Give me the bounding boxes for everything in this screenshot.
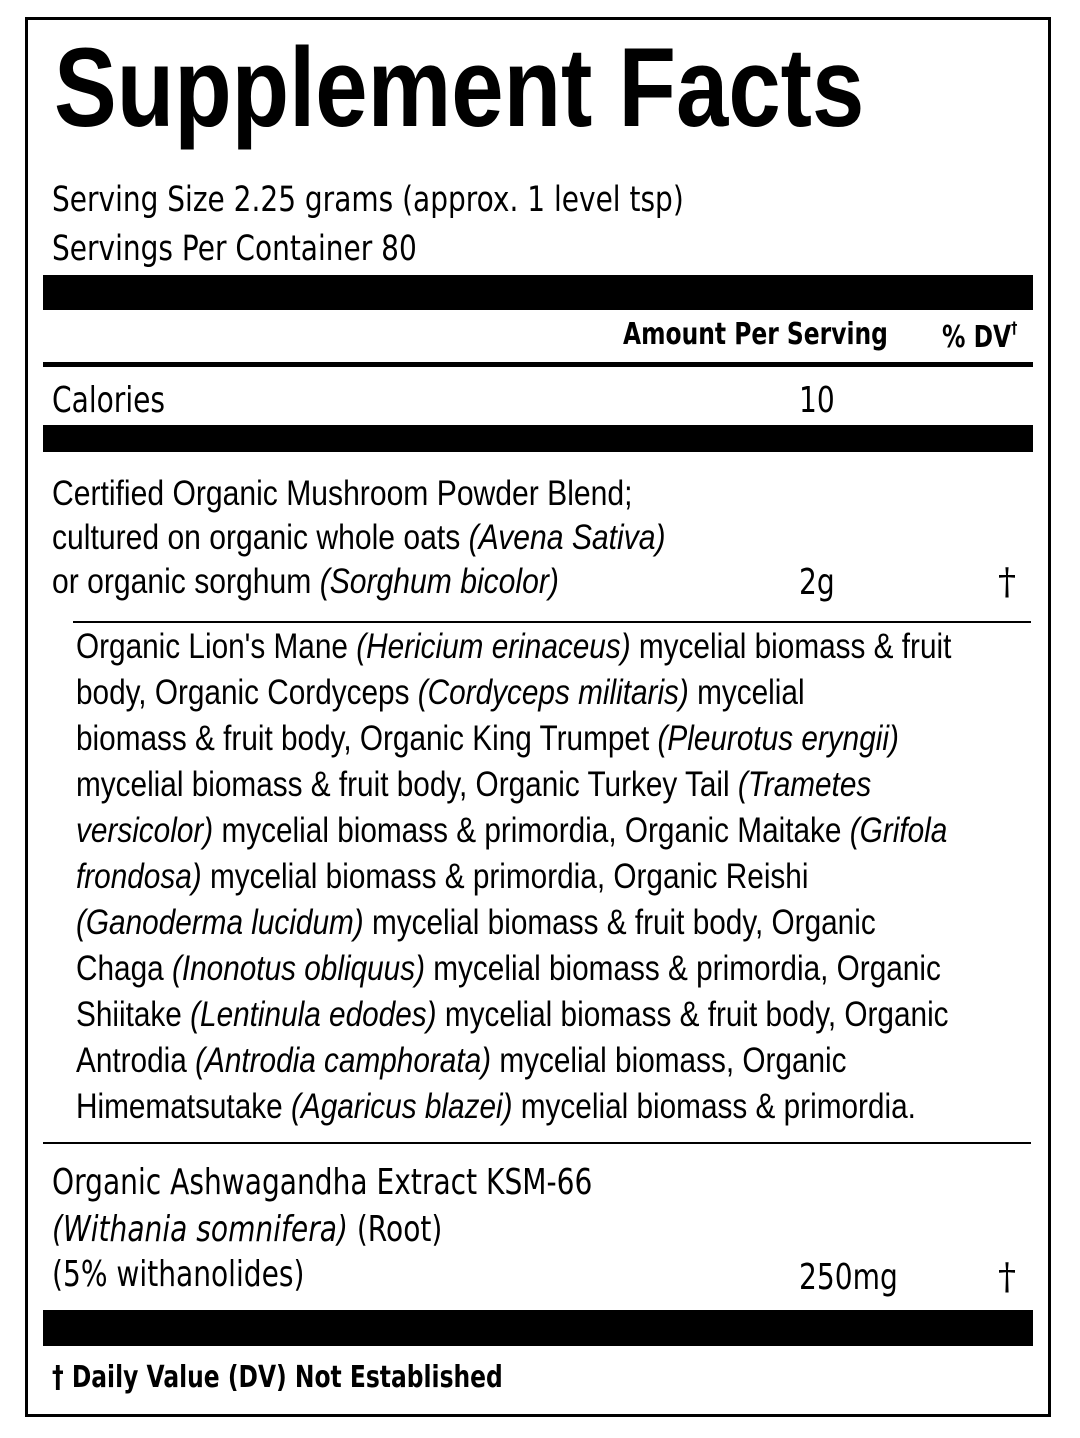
- ingredient-text: mycelial biomass, Organic: [491, 1041, 847, 1080]
- ingredient-line: [76, 716, 994, 762]
- ingredient-text: mycelial biomass & fruit: [630, 627, 952, 666]
- ingredient-text: mycelial biomass & primordia, Organic Reishi: [201, 857, 809, 896]
- ingredient-latin-name: (Antrodia camphorata): [195, 1041, 492, 1080]
- ingredient-latin-name: (Pleurotus eryngii): [657, 719, 899, 758]
- ingredient-latin-name: (Inonotus obliquus): [171, 949, 425, 988]
- blend-line: cultured on organic whole oats: [52, 518, 469, 557]
- calories-amount: 10: [799, 380, 835, 421]
- thick-divider: [43, 1310, 1033, 1346]
- ingredient-latin-name: frondosa): [76, 857, 202, 896]
- servings-per-container: Servings Per Container 80: [52, 229, 417, 269]
- blend-ingredients: [76, 624, 994, 1130]
- ingredient-text: mycelial biomass & fruit body, Organic: [363, 903, 876, 942]
- ingredient-text: body, Organic Cordyceps: [76, 673, 418, 712]
- blend-name: [52, 472, 666, 604]
- thick-divider: [43, 275, 1033, 310]
- ingredient-line: [76, 854, 994, 900]
- supplement-facts-panel: [25, 17, 1051, 1417]
- ingredient-line: [76, 900, 994, 946]
- label-title: Supplement Facts: [54, 25, 865, 150]
- ashwagandha-dv-dagger: †: [998, 1257, 1016, 1298]
- column-header-amount: Amount Per Serving: [623, 317, 888, 352]
- blend-latin-name: (Sorghum bicolor): [319, 562, 559, 601]
- ashwagandha-latin-name: (Withania somnifera): [52, 1209, 348, 1250]
- ingredient-text: mycelial biomass & fruit body, Organic Turkey Tail: [76, 765, 738, 804]
- ingredient-latin-name: (Grifola: [849, 811, 948, 850]
- column-header-dv: % DV†: [942, 318, 1018, 355]
- ingredient-latin-name: (Hericium erinaceus): [356, 627, 631, 666]
- ashwagandha-line: (5% withanolides): [52, 1254, 305, 1295]
- ingredient-line: [76, 1084, 994, 1130]
- ingredient-text: Antrodia: [76, 1041, 196, 1080]
- thin-divider: [73, 621, 1031, 623]
- ingredient-text: Organic Lion's Mane: [76, 627, 357, 666]
- ashwagandha-line: (Withania somnifera) (Root): [52, 1209, 443, 1250]
- ingredient-line: [76, 992, 994, 1038]
- ashwagandha-line: Organic Ashwagandha Extract KSM-66: [52, 1162, 593, 1203]
- ingredient-latin-name: (Cordyceps militaris): [417, 673, 689, 712]
- thin-divider: [43, 1142, 1031, 1144]
- calories-label: Calories: [52, 380, 166, 421]
- ingredient-line: [76, 946, 994, 992]
- blend-line: Certified Organic Mushroom Powder Blend;: [52, 474, 633, 513]
- ingredient-text: Shiitake: [76, 995, 191, 1034]
- ingredient-line: [76, 762, 994, 808]
- ingredient-latin-name: (Lentinula edodes): [190, 995, 437, 1034]
- blend-amount: 2g: [799, 562, 835, 603]
- ingredient-latin-name: versicolor): [76, 811, 214, 850]
- ingredient-latin-name: (Ganoderma lucidum): [76, 903, 364, 942]
- ingredient-text: mycelial biomass & fruit body, Organic: [436, 995, 949, 1034]
- ingredient-text: mycelial biomass & primordia, Organic: [424, 949, 941, 988]
- ingredient-text: biomass & fruit body, Organic King Trumpet: [76, 719, 658, 758]
- ingredient-latin-name: (Agaricus blazei): [290, 1087, 513, 1126]
- serving-size: Serving Size 2.25 grams (approx. 1 level tsp): [52, 180, 684, 220]
- thick-divider: [43, 425, 1033, 452]
- ingredient-line: [76, 1038, 994, 1084]
- header-divider: [43, 362, 1033, 367]
- ingredient-text: Chaga: [76, 949, 172, 988]
- blend-dv-dagger: †: [998, 562, 1016, 603]
- ingredient-line: [76, 624, 994, 670]
- blend-line: or organic sorghum: [52, 562, 320, 601]
- ingredient-line: [76, 808, 994, 854]
- ashwagandha-amount: 250mg: [799, 1257, 898, 1298]
- ingredient-text: mycelial: [688, 673, 805, 712]
- footnote: † Daily Value (DV) Not Established: [52, 1360, 503, 1395]
- blend-latin-name: (Avena Sativa): [468, 518, 666, 557]
- ingredient-text: mycelial biomass & primordia.: [512, 1087, 916, 1126]
- ingredient-latin-name: (Trametes: [737, 765, 872, 804]
- ingredient-text: Himematsutake: [76, 1087, 291, 1126]
- ingredient-text: mycelial biomass & primordia, Organic Maitake: [213, 811, 850, 850]
- ingredient-line: [76, 670, 994, 716]
